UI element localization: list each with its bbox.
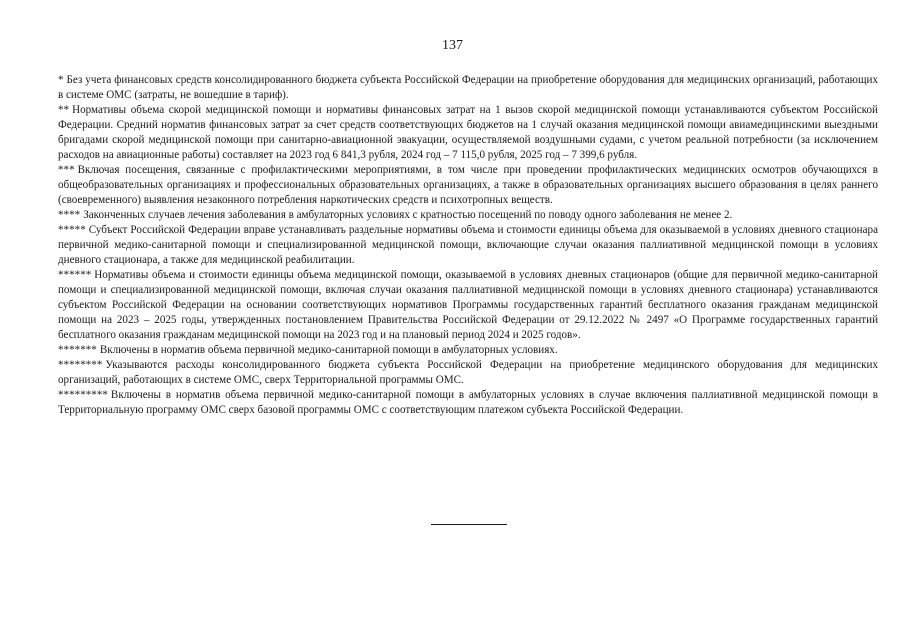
footnote-9 [58,388,878,418]
footnotes-list [58,73,878,418]
footnote-text: Нормативы объема и стоимости единицы объема медицинской помощи, оказываемой в условиях дневных стационаров (общие для первичной медико-санитарной помощи и специализированной медицинской помощи, включая случаи оказания паллиативной медицинской помощи в условиях дневного стационара) устанавливаются субъектом Российской Федерации на основании соответствующих нормативов Программы государственных гарантий бесплатного оказания гражданам медицинской помощи на 2023 – 2025 годы, утвержденных постановлением Правительства Российской Федерации от 29.12.2022 № 2497 «О Программе государственных гарантий бесплатного оказания гражданам медицинской помощи на 2023 год и на плановый период 2024 и 2025 годов». [58,269,878,341]
page-number: 137 [442,38,463,53]
footnote-mark: * [58,74,64,86]
footnote-mark: ** [58,104,70,116]
end-of-section-divider [431,524,507,525]
footnote-mark: *** [58,164,75,176]
footnote-text: Нормативы объема скорой медицинской помощи и нормативы финансовых затрат на 1 вызов скорой медицинской помощи устанавливаются субъектом Российской Федерации. Средний норматив финансовых затрат за счет средств соответствующих бюджетов на 1 случай оказания медицинской помощи авиамедицинскими выездными бригадами скорой медицинской помощи при санитарно-авиационной эвакуации, осуществляемой воздушными судами, с учетом реальной потребности (за исключением расходов на авиационные работы) составляет на 2023 год 6 841,3 рубля, 2024 год – 7 115,0 рубля, 2025 год – 7 399,6 рубля. [58,104,878,161]
footnote-mark: ****** [58,269,92,281]
footnote-mark: ********* [58,389,108,401]
footnote-7 [58,343,878,358]
footnote-6 [58,268,878,343]
footnote-text: Включены в норматив объема первичной медико-санитарной помощи в амбулаторных условиях в случае включения паллиативной медицинской помощи в Территориальную программу ОМС сверх базовой программы ОМС с соответствующим платежом субъекта Российской Федерации. [58,389,878,416]
footnote-text: Включая посещения, связанные с профилактическими мероприятиями, в том числе при проведении профилактических медицинских осмотров обучающихся в общеобразовательных организациях и профессиональных образовательных организациях, а также в образовательных организациях высшего образования в целях раннего (своевременного) выявления незаконного потребления наркотических средств и психотропных веществ. [58,164,878,206]
footnote-1 [58,73,878,103]
footnote-mark: **** [58,209,81,221]
footnote-text: Без учета финансовых средств консолидированного бюджета субъекта Российской Федерации на приобретение оборудования для медицинских организаций, работающих в системе ОМС (затраты, не вошедшие в тариф). [58,74,878,101]
footnote-text: Субъект Российской Федерации вправе устанавливать раздельные нормативы объема и стоимости единицы объема для оказываемой в условиях дневного стационара первичной медико-санитарной помощи и специализированной медицинской помощи, включающие случаи оказания паллиативной медицинской помощи в условиях дневного стационара, а также для медицинской реабилитации. [58,224,878,266]
footnote-5 [58,223,878,268]
footnote-mark: ***** [58,224,86,236]
footnote-4 [58,208,878,223]
footnote-mark: ******* [58,344,97,356]
footnote-text: Включены в норматив объема первичной медико-санитарной помощи в амбулаторных условиях. [99,344,558,356]
footnote-text: Указываются расходы консолидированного бюджета субъекта Российской Федерации на приобретение медицинского оборудования для медицинских организаций, работающих в системе ОМС, сверх Территориальной программы ОМС. [58,359,878,386]
footnote-text: Законченных случаев лечения заболевания в амбулаторных условиях с кратностью посещений по поводу одного заболевания не менее 2. [83,209,733,221]
footnote-8 [58,358,878,388]
footnote-2 [58,103,878,163]
footnote-mark: ******** [58,359,103,371]
footnote-3 [58,163,878,208]
